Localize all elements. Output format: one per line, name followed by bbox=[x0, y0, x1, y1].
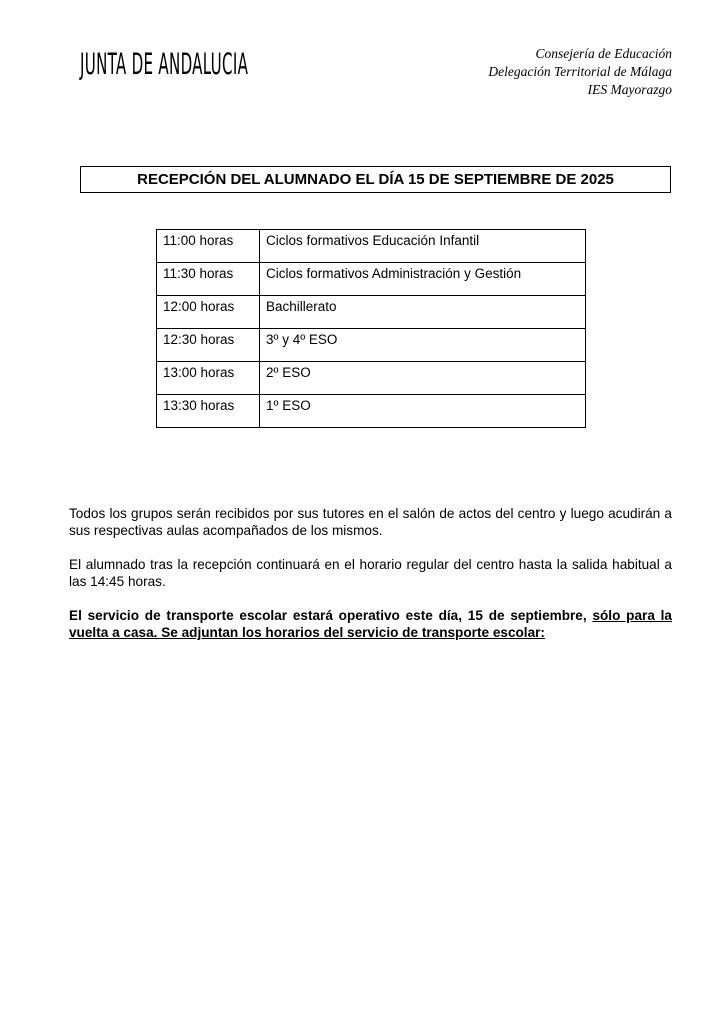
group-cell: Ciclos formativos Educación Infantil bbox=[260, 230, 586, 263]
group-cell: 1º ESO bbox=[260, 395, 586, 428]
org-line-delegacion: Delegación Territorial de Málaga bbox=[488, 64, 672, 79]
time-cell: 12:30 horas bbox=[157, 329, 260, 362]
time-cell: 13:00 horas bbox=[157, 362, 260, 395]
group-cell: Bachillerato bbox=[260, 296, 586, 329]
organization-header bbox=[488, 45, 672, 99]
time-cell: 11:30 horas bbox=[157, 263, 260, 296]
table-row bbox=[157, 230, 586, 263]
org-line-school: IES Mayorazgo bbox=[587, 82, 672, 97]
time-cell: 12:00 horas bbox=[157, 296, 260, 329]
table-row bbox=[157, 395, 586, 428]
paragraph-schedule: El alumnado tras la recepción continuará en el horario regular del centro hasta la salida habitual a las 14:45 horas. bbox=[69, 557, 672, 589]
schedule-table bbox=[156, 229, 586, 428]
time-cell: 13:30 horas bbox=[157, 395, 260, 428]
transport-text: El servicio de transporte escolar estará operativo este día, 15 de septiembre, bbox=[69, 608, 593, 623]
table-row bbox=[157, 263, 586, 296]
group-cell: Ciclos formativos Administración y Gestión bbox=[260, 263, 586, 296]
transport-underlined-text: sólo para la vuelta a casa. Se adjuntan los horarios del servicio de transporte escolar: bbox=[69, 608, 672, 640]
org-line-consejeria: Consejería de Educación bbox=[535, 46, 672, 61]
table-row bbox=[157, 296, 586, 329]
table-row bbox=[157, 329, 586, 362]
junta-de-andalucia-logo: JUNTA DE ANDALUCIA bbox=[80, 47, 249, 82]
group-cell: 3º y 4º ESO bbox=[260, 329, 586, 362]
time-cell: 11:00 horas bbox=[157, 230, 260, 263]
table-row bbox=[157, 362, 586, 395]
paragraph-transport bbox=[69, 607, 672, 641]
document-title: RECEPCIÓN DEL ALUMNADO EL DÍA 15 DE SEPTIEMBRE DE 2025 bbox=[80, 166, 671, 193]
paragraph-tutors: Todos los grupos serán recibidos por sus tutores en el salón de actos del centro y luego acudirán a sus respectivas aulas acompañados de los mismos. bbox=[69, 506, 672, 538]
group-cell: 2º ESO bbox=[260, 362, 586, 395]
